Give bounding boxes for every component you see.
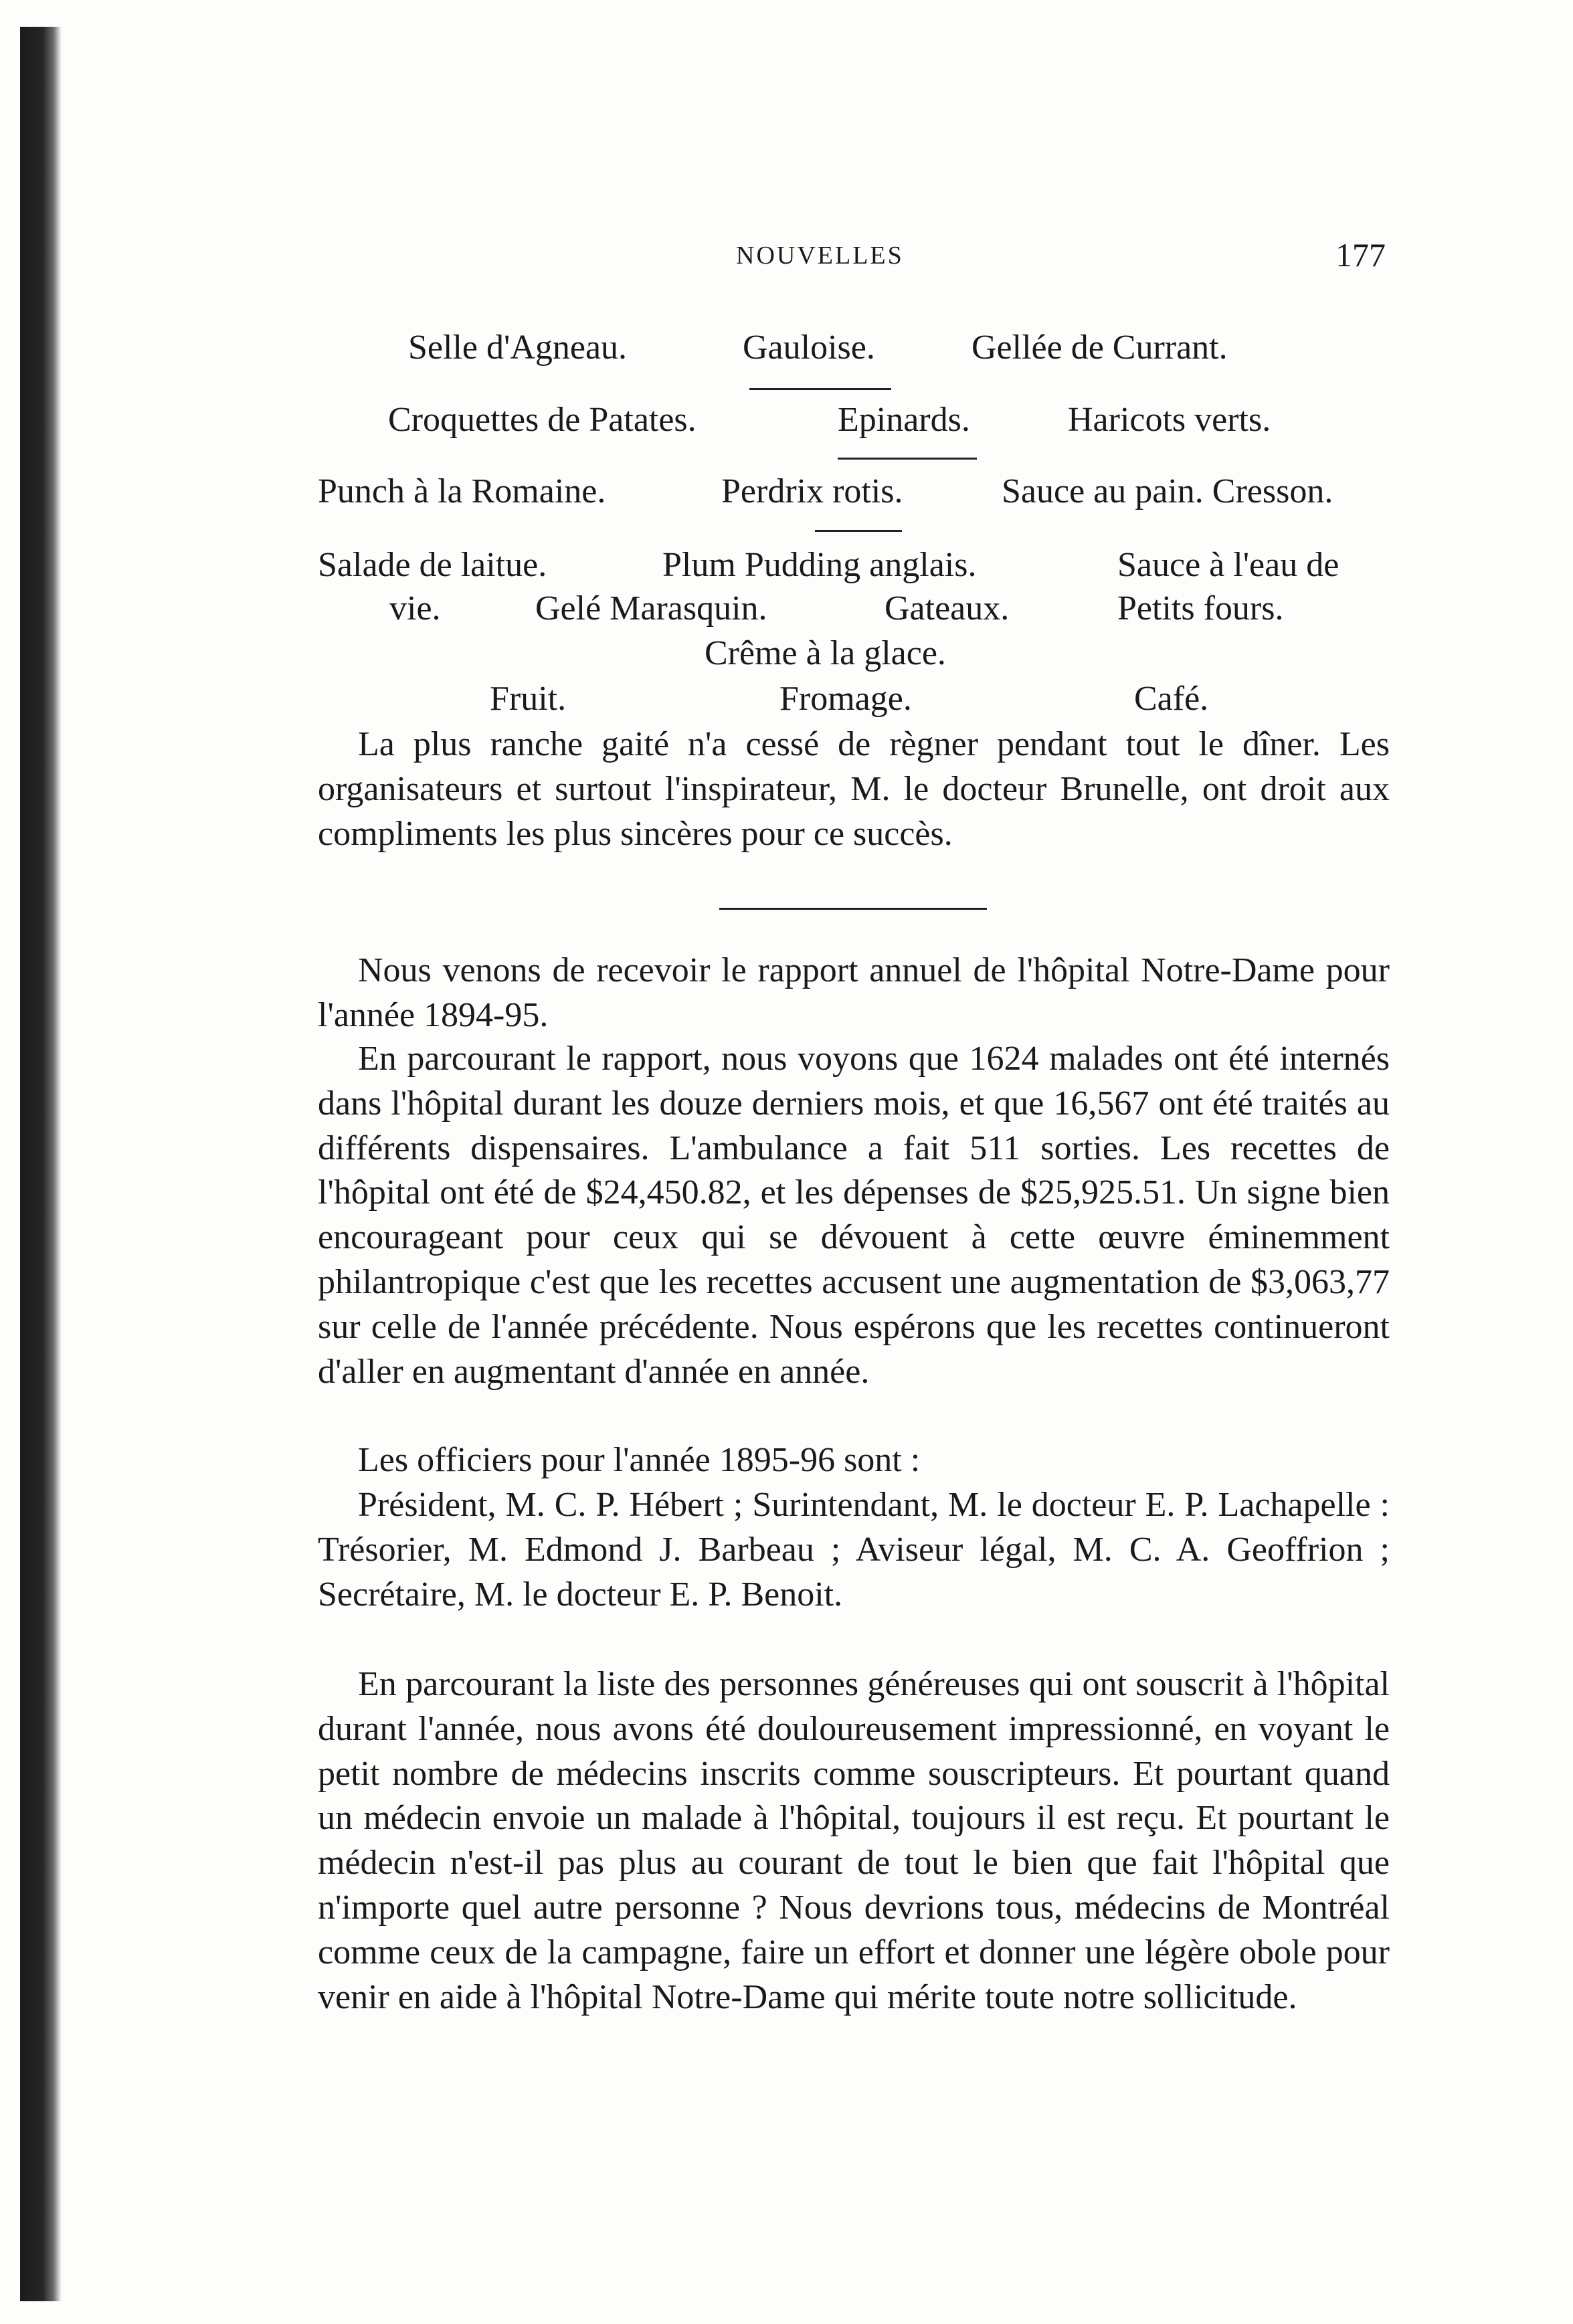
paragraph: Les officiers pour l'année 1895-96 sont :	[358, 1441, 921, 1479]
section-divider	[719, 908, 987, 910]
menu-item: Gauloise.	[743, 328, 875, 367]
paragraph: En parcourant le rapport, nous voyons que 1624 malades ont été internés dans l'hôpital durant les douze derniers mois, et que 16,567 ont été traités au différents dispensaires. L'ambulance a fait 511 sorties. Les recettes de l'hôpital ont été de $24,450.82, et les dépenses de $25,925.51. Un signe bien encourageant pour ceux qui se dévouent à cette œuvre éminemment philantropique c'est que les recettes accusent une augmentation de $3,063,77 sur celle de l'année précédente. Nous espérons que les recettes continueront d'aller en augmentant d'année en année.	[318, 1040, 1390, 1391]
menu-item: Petits fours.	[1117, 589, 1284, 627]
menu-item: Fromage.	[779, 680, 912, 718]
menu-item: Epinards.	[838, 401, 970, 439]
menu-divider	[749, 388, 891, 390]
menu-item: Sauce au pain. Cresson.	[1002, 472, 1333, 510]
menu-divider	[838, 458, 977, 460]
page-binding-edge	[20, 27, 62, 2301]
menu-item: Plum Pudding anglais.	[662, 546, 977, 584]
menu-item: Café.	[1134, 680, 1209, 718]
paragraph: Nous venons de recevoir le rapport annuel de l'hôpital Notre-Dame pour l'année 1894-95.	[318, 951, 1390, 1034]
menu-item: Perdrix rotis.	[721, 472, 903, 510]
menu-item: Haricots verts.	[1068, 401, 1271, 439]
running-title: NOUVELLES	[736, 241, 904, 270]
menu-item: Gelé Marasquin.	[535, 589, 767, 627]
menu-item: Croquettes de Patates.	[388, 401, 697, 439]
closing-paragraph: La plus ranche gaité n'a cessé de règner pendant tout le dîner. Les organisateurs et surtout l'inspirateur, M. le docteur Brunelle, ont droit aux compliments les plus sincères pour ce succès.	[318, 725, 1390, 853]
menu-item: Crême à la glace.	[705, 634, 946, 672]
menu-item: Sauce à l'eau de	[1117, 546, 1339, 584]
menu-item: Punch à la Romaine.	[318, 472, 606, 510]
menu-item: Gellée de Currant.	[971, 328, 1228, 367]
menu-divider	[815, 530, 902, 532]
menu-item: Gateaux.	[885, 589, 1010, 627]
menu-item: Selle d'Agneau.	[408, 328, 628, 367]
menu-item: vie.	[389, 589, 441, 627]
page-number: 177	[1335, 236, 1386, 274]
menu-item: Fruit.	[490, 680, 567, 718]
menu-item: Salade de laitue.	[318, 546, 547, 584]
paragraph: Président, M. C. P. Hébert ; Surintendant, M. le docteur E. P. Lachapelle : Trésorier, M. Edmond J. Barbeau ; Aviseur légal, M. C. A. Geoffrion ; Secrétaire, M. le docteur E. P. Benoit.	[318, 1486, 1390, 1614]
paragraph: En parcourant la liste des personnes généreuses qui ont souscrit à l'hôpital durant l'année, nous avons été douloureusement impressionné, en voyant le petit nombre de médecins inscrits comme souscripteurs. Et pourtant quand un médecin envoie un malade à l'hôpital, toujours il est reçu. Et pourtant le médecin n'est-il pas plus au courant de tout le bien que fait l'hôpital que n'importe quel autre personne ? Nous devrions tous, médecins de Montréal comme ceux de la campagne, faire un effort et donner une légère obole pour venir en aide à l'hôpital Notre-Dame qui mérite toute notre sollicitude.	[318, 1665, 1390, 2016]
